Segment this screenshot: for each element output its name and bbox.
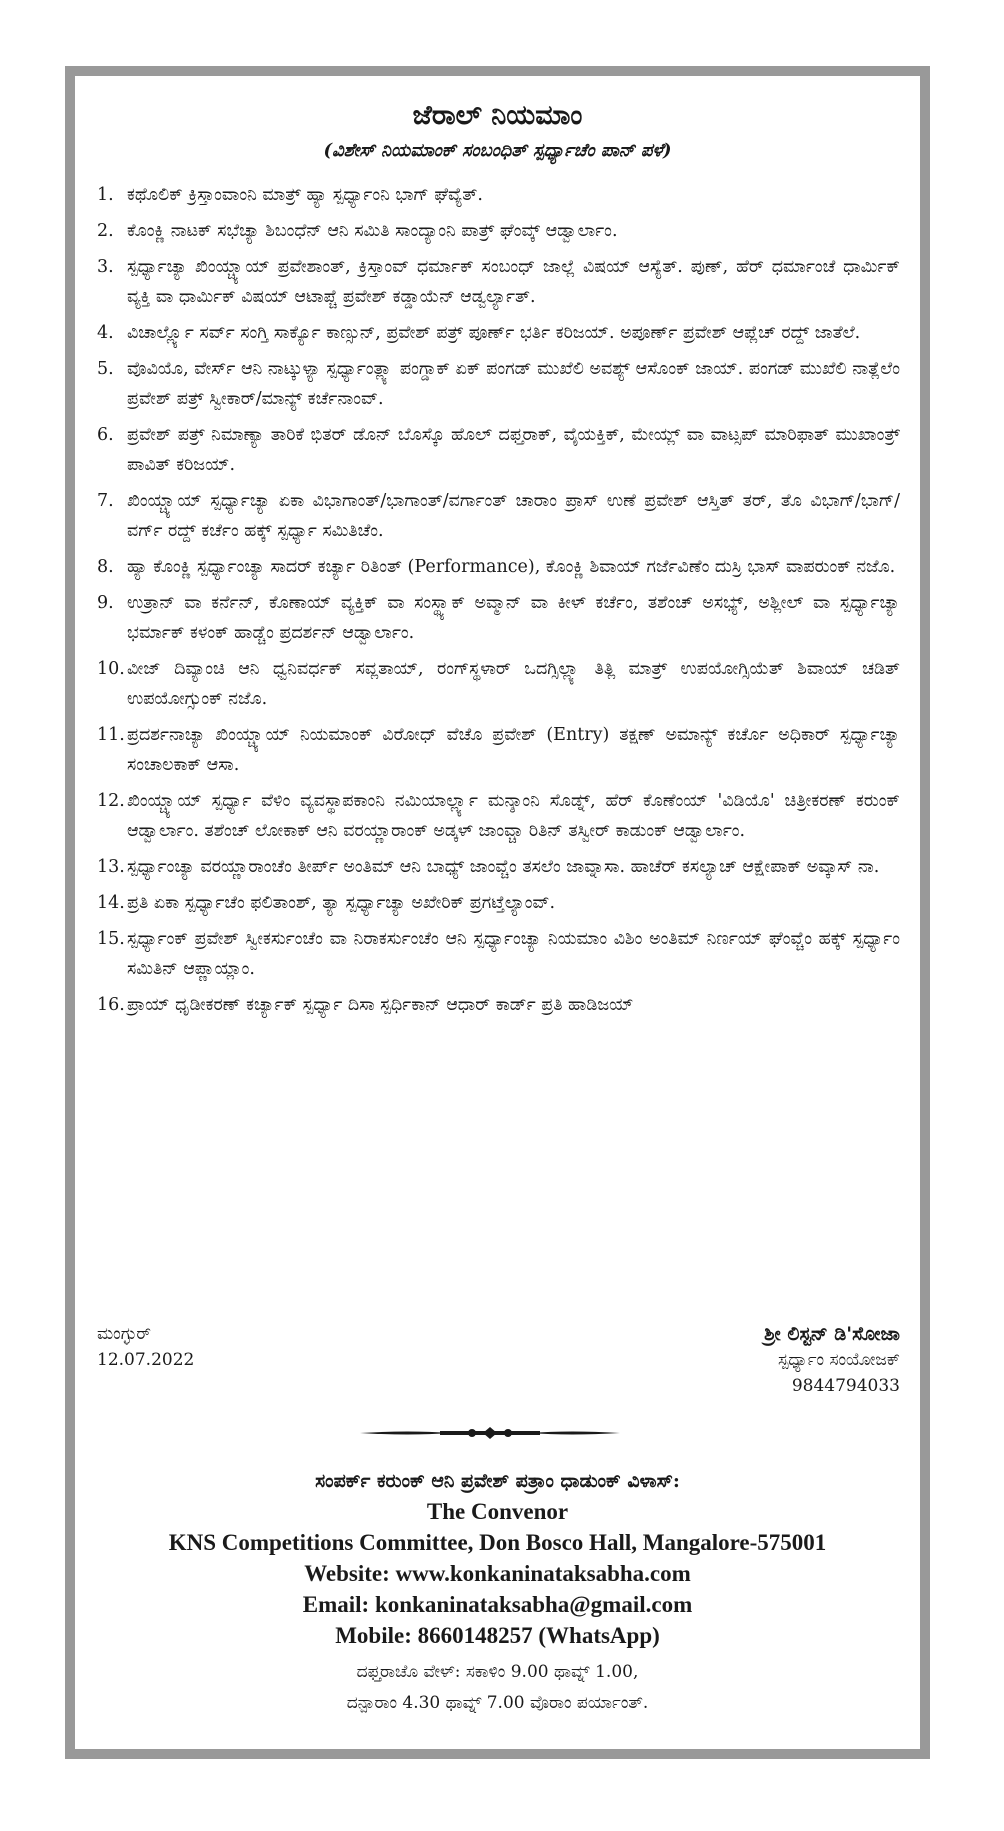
rule-text: ಹ್ಯಾ ಕೊಂಕ್ಣಿ ಸ್ಪರ್ಧ್ಯಾಂಚ್ಯಾ ಸಾದರ್ ಕರ್ಚ್ಯಾ ರಿತಿಂತ್ (Performance), ಕೊಂಕ್ಣಿ ಶಿವಾಯ್ ಗರ್ಜೆವಿಣೆಂ ದುಸ್ರಿ ಭಾಸ್ ವಾಪರುಂಕ್ ನಜೊ. [127,557,896,577]
rule-item [97,420,900,480]
page-subtitle: (ವಿಶೇಸ್ ನಿಯಮಾಂಕ್ ಸಂಬಂಧಿತ್ ಸ್ಪರ್ಧ್ಯಾಚೆಂ ಪಾನ್ ಪಳೆ) [323,140,672,161]
convenor-name: ಶ್ರೀ ಲಿಸ್ಟನ್ ಡಿ'ಸೋಜಾ [764,1323,900,1345]
rule-text: ವೀಜ್ ದಿವ್ಯಾಂಚಿ ಆನಿ ಧ್ವನಿವರ್ಧಕ್ ಸವ್ಲತಾಯ್, ರಂಗ್‌ಸ್ಥಳಾರ್ ಒದಗ್ಸಿಲ್ಲ್ಯಾ ತಿತ್ಲಿ ಮಾತ್ರ್ ಉಪಯೋಗ್ಸಿಯೆತ್ ಶಿವಾಯ್ ಚಡಿತ್ ಉಪಯೋಗ್ಸುಂಕ್ ನಜೊ. [127,659,900,709]
office-hours-line-1: ದಫ್ತರಾಚೊ ವೇಳ್: ಸಕಾಳಿಂ 9.00 ಥಾವ್ನ್ 1.00, [356,1662,639,1682]
signature-block [764,1321,900,1399]
rule-item [97,252,900,312]
ornamental-divider [360,1426,620,1440]
rule-number: 7. [97,491,114,511]
rules-list [97,180,900,1026]
rule-number: 8. [97,557,114,577]
office-hours-line-2: ದನ್ಪಾರಾಂ 4.30 ಥಾವ್ನ್ 7.00 ವೊರಾಂ ಪರ್ಯಾಂತ್. [346,1693,649,1713]
rule-number: 9. [97,593,114,613]
rule-number: 6. [97,425,114,445]
rule-item [97,786,900,846]
rule-text: ಸ್ಪರ್ಧ್ಯಾಂಕ್ ಪ್ರವೇಶ್ ಸ್ವೀಕರ್ಸುಂಚೆಂ ವಾ ನಿರಾಕರ್ಸುಂಚೆಂ ಆನಿ ಸ್ಪರ್ಧ್ಯಾಂಚ್ಯಾ ನಿಯಮಾಂ ವಿಶಿಂ ಅಂತಿಮ್ ನಿರ್ಣಯ್ ಘೆಂವ್ಚೆಂ ಹಕ್ಕ್ ಸ್ಪರ್ಧ್ಯಾಂ ಸಮಿತಿನ್ ಆಪ್ಣಾಯ್ಲಾಂ. [127,929,900,979]
rule-text: ಸ್ಪರ್ಧ್ಯಾಚ್ಯಾ ಖಿಂಯ್ಚ್ಯಾಯ್ ಪ್ರವೇಶಾಂತ್, ಕ್ರಿಸ್ತಾಂವ್ ಧರ್ಮಾಕ್ ಸಂಬಂಧ್ ಜಾಲ್ಲೆ ವಿಷಯ್ ಆಸ್ಯೆತ್. ಪುಣ್, ಹೆರ್ ಧರ್ಮಾಂಚೆ ಧಾರ್ಮಿಕ್ ವ್ಯಕ್ತಿ ವಾ ಧಾರ್ಮಿಕ್ ವಿಷಯ್ ಆಟಾಪ್ಚೆ ಪ್ರವೇಶ್ ಕಡ್ಡಾಯೆನ್ ಆಡ್ವರ್ಲ್ಯಾತ್. [127,257,900,307]
date-label: 12.07.2022 [97,1350,195,1370]
rule-number: 4. [97,323,114,343]
place-label: ಮಂಗ್ಳುರ್ [97,1324,151,1344]
place-date-block [97,1321,194,1373]
contact-convenor: The Convenor [426,1499,569,1524]
rule-text: ಖಿಂಯ್ಚ್ಯಾಯ್ ಸ್ಪರ್ಧ್ಯಾ ವೆಳಿಂ ವ್ಯವಸ್ಥಾಪಕಾಂನಿ ನಮಿಯಾರ್ಲ್ಲ್ಯಾ ಮನ್ಶಾಂನಿ ಸೊಡ್ನ್, ಹೆರ್ ಕೊಣೆಂಯ್ 'ವಿಡಿಯೊ' ಚಿತ್ರೀಕರಣ್ ಕರುಂಕ್ ಆಡ್ವಾರ್ಲಾಂ. ತಶೆಂಚ್ ಲೋಕಾಕ್ ಆನಿ ವರಯ್ಣಾರಾಂಕ್ ಅಡ್ಕಳ್ ಜಾಂವ್ಚಾ ರಿತಿನ್ ತಸ್ವೀರ್ ಕಾಡುಂಕ್ ಆಡ್ವಾರ್ಲಾಂ. [127,791,900,841]
rule-item [97,654,900,714]
rule-number: 10. [97,659,125,679]
page-title: ಜೆರಾಲ್ ನಿಯಮಾಂ [412,100,583,131]
rule-text: ಖಿಂಯ್ಚ್ಯಾಯ್ ಸ್ಪರ್ಧ್ಯಾಚ್ಯಾ ಏಕಾ ವಿಭಾಗಾಂತ್/ಭಾಗಾಂತ್/ವರ್ಗಾಂತ್ ಚಾರಾಂ ಪ್ರಾಸ್ ಉಣೆ ಪ್ರವೇಶ್ ಆಸ್ತಿತ್ ತರ್, ತೊ ವಿಭಾಗ್/ಭಾಗ್/ವರ್ಗ್ ರದ್ದ್ ಕರ್ಚೆಂ ಹಕ್ಕ್ ಸ್ಪರ್ಧ್ಯಾ ಸಮಿತಿಚೆಂ. [127,491,900,541]
rule-number: 12. [97,791,125,811]
rule-item [97,552,900,582]
rule-item [97,180,900,210]
rule-number: 2. [97,221,114,241]
rule-number: 1. [97,185,114,205]
contact-address: KNS Competitions Committee, Don Bosco Hall, Mangalore-575001 [168,1530,827,1555]
contact-heading: ಸಂಪರ್ಕ್ ಕರುಂಕ್ ಆನಿ ಪ್ರವೇಶ್ ಪತ್ರಾಂ ಧಾಡುಂಕ್ ವಿಳಾಸ್: [315,1470,680,1492]
rule-item [97,888,900,918]
convenor-phone: 9844794033 [791,1376,900,1396]
rule-item [97,924,900,984]
rule-text: ವಿಚಾರ್ಲ್ಲ್ಯೊ ಸರ್ವ್ ಸಂಗ್ತಿ ಸಾರ್ಕ್ಯೊ ಕಾಣ್ಸುನ್, ಪ್ರವೇಶ್ ಪತ್ರ್ ಪೂರ್ಣ್ ಭರ್ತಿ ಕರಿಜಯ್. ಅಪೂರ್ಣ್ ಪ್ರವೇಶ್ ಆಪ್ಲೆಚ್ ರದ್ದ್ ಜಾತೆಲೆ. [127,323,861,343]
rule-text: ಪ್ರವೇಶ್ ಪತ್ರ್ ನಿಮಾಣ್ಯಾ ತಾರಿಕೆ ಭಿತರ್ ಡೊನ್ ಬೊಸ್ಕೊ ಹೊಲ್ ದಫ್ತರಾಕ್, ವೈಯಕ್ತಿಕ್, ಮೇಯ್ಲ್ ವಾ ವಾಟ್ಸಪ್ ಮಾರಿಫಾತ್ ಮುಖಾಂತ್ರ್ ಪಾವಿತ್ ಕರಿಜಯ್. [127,425,900,475]
rule-number: 14. [97,893,125,913]
office-hours [75,1657,920,1719]
rule-text: ಪ್ರದರ್ಶನಾಚ್ಯಾ ಖಿಂಯ್ಚ್ಯಾಯ್ ನಿಯಮಾಂಕ್ ವಿರೋಧ್ ವೆಚೊ ಪ್ರವೇಶ್ (Entry) ತಕ್ಷಣ್ ಅಮಾನ್ಯ್ ಕರ್ಚೊ ಅಧಿಕಾರ್ ಸ್ಪರ್ಧ್ಯಾಚ್ಯಾ ಸಂಚಾಲಕಾಕ್ ಆಸಾ. [127,725,900,775]
rule-text: ಪ್ರಾಯ್ ಧೃಡೀಕರಣ್ ಕರ್ಚ್ಯಾಕ್ ಸ್ಪರ್ಧ್ಯಾ ದಿಸಾ ಸ್ಪರ್ಧಿಕಾನ್ ಆಧಾರ್ ಕಾರ್ಡ್ ಪ್ರತಿ ಹಾಡಿಜಯ್ [127,995,634,1015]
rule-text: ಕೊಂಕ್ಣಿ ನಾಟಕ್ ಸಭೆಚ್ಯಾ ಶಿಬಂಧೆನ್ ಆನಿ ಸಮಿತಿ ಸಾಂದ್ಯಾಂನಿ ಪಾತ್ರ್ ಘೆಂವ್ಕ್ ಆಡ್ವಾರ್ಲಾಂ. [127,221,618,241]
rule-item [97,720,900,780]
rule-text: ಸ್ಪರ್ಧ್ಯಾಂಚ್ಯಾ ವರಯ್ಣಾರಾಂಚೆಂ ತೀರ್ಪ್ ಅಂತಿಮ್ ಆನಿ ಬಾಧ್ಯ್ ಜಾಂವ್ಚೆಂ ತಸಲೆಂ ಜಾವ್ನಾಸಾ. ಹಾಚೆರ್ ಕಸಲ್ಯಾಚ್ ಆಕ್ಷೇಪಾಕ್ ಅವ್ಕಾಸ್ ನಾ. [127,857,880,877]
rule-item [97,990,900,1020]
rule-text: ಉತ್ರಾನ್ ವಾ ಕರ್ನೆನ್, ಕೊಣಾಯ್ ವ್ಯಕ್ತಿಕ್ ವಾ ಸಂಸ್ಥ್ಯಾಕ್ ಅವ್ಮಾನ್ ವಾ ಕೀಳ್ ಕರ್ಚೆಂ, ತಶೆಂಚ್ ಅಸಭ್ಯ್, ಅಶ್ಲೀಲ್ ವಾ ಸ್ಪರ್ಧ್ಯಾಚ್ಯಾ ಭರ್ಮಾಕ್ ಕಳಂಕ್ ಹಾಡ್ಚೆಂ ಪ್ರದರ್ಶನ್ ಆಡ್ವಾರ್ಲಾಂ. [127,593,900,643]
rule-item [97,354,900,414]
contact-block [75,1466,920,1719]
rule-item [97,318,900,348]
rule-item [97,588,900,648]
convenor-role: ಸ್ಪರ್ಧ್ಯಾಂ ಸಂಯೋಜಕ್ [778,1350,900,1370]
contact-website: Website: www.konkaninataksabha.com [304,1561,691,1586]
rule-number: 15. [97,929,125,949]
rule-number: 5. [97,359,114,379]
rule-item [97,486,900,546]
rule-number: 11. [97,725,125,745]
rule-text: ವೊವಿಯೊ, ವೇರ್ಸ್ ಆನಿ ನಾಟ್ಕುಳ್ಯಾ ಸ್ಪರ್ಧ್ಯಾಂತ್ಲ್ಯಾ ಪಂಗ್ಡಾಕ್ ಏಕ್ ಪಂಗಡ್ ಮುಖೆಲಿ ಅವಶ್ಯ್ ಆಸೊಂಕ್ ಜಾಯ್. ಪಂಗಡ್ ಮುಖೆಲಿ ನಾತ್ಲೆಲೆಂ ಪ್ರವೇಶ್ ಪತ್ರ್ ಸ್ವೀಕಾರ್/ಮಾನ್ಯ್ ಕರ್ಚೆನಾಂವ್. [127,359,900,409]
rule-text: ಕಥೊಲಿಕ್ ಕ್ರಿಸ್ತಾಂವಾಂನಿ ಮಾತ್ರ್ ಹ್ಯಾ ಸ್ಪರ್ಧ್ಯಾಂನಿ ಭಾಗ್ ಘೆವ್ಯೆತ್. [127,185,483,205]
rule-number: 3. [97,257,114,277]
rule-text: ಪ್ರತಿ ಏಕಾ ಸ್ಪರ್ಧ್ಯಾಚೆಂ ಫಲಿತಾಂಶ್, ತ್ಯಾ ಸ್ಪರ್ಧ್ಯಾಚ್ಯಾ ಅಖೇರಿಕ್ ಪ್ರಗಟ್ತೆಲ್ಯಾಂವ್. [127,893,556,913]
rule-item [97,852,900,882]
notice-frame [65,66,930,1759]
rule-number: 16. [97,995,125,1015]
rule-item [97,216,900,246]
contact-mobile: Mobile: 8660148257 (WhatsApp) [335,1623,660,1648]
rule-number: 13. [97,857,125,877]
contact-email: Email: konkaninataksabha@gmail.com [302,1592,693,1617]
